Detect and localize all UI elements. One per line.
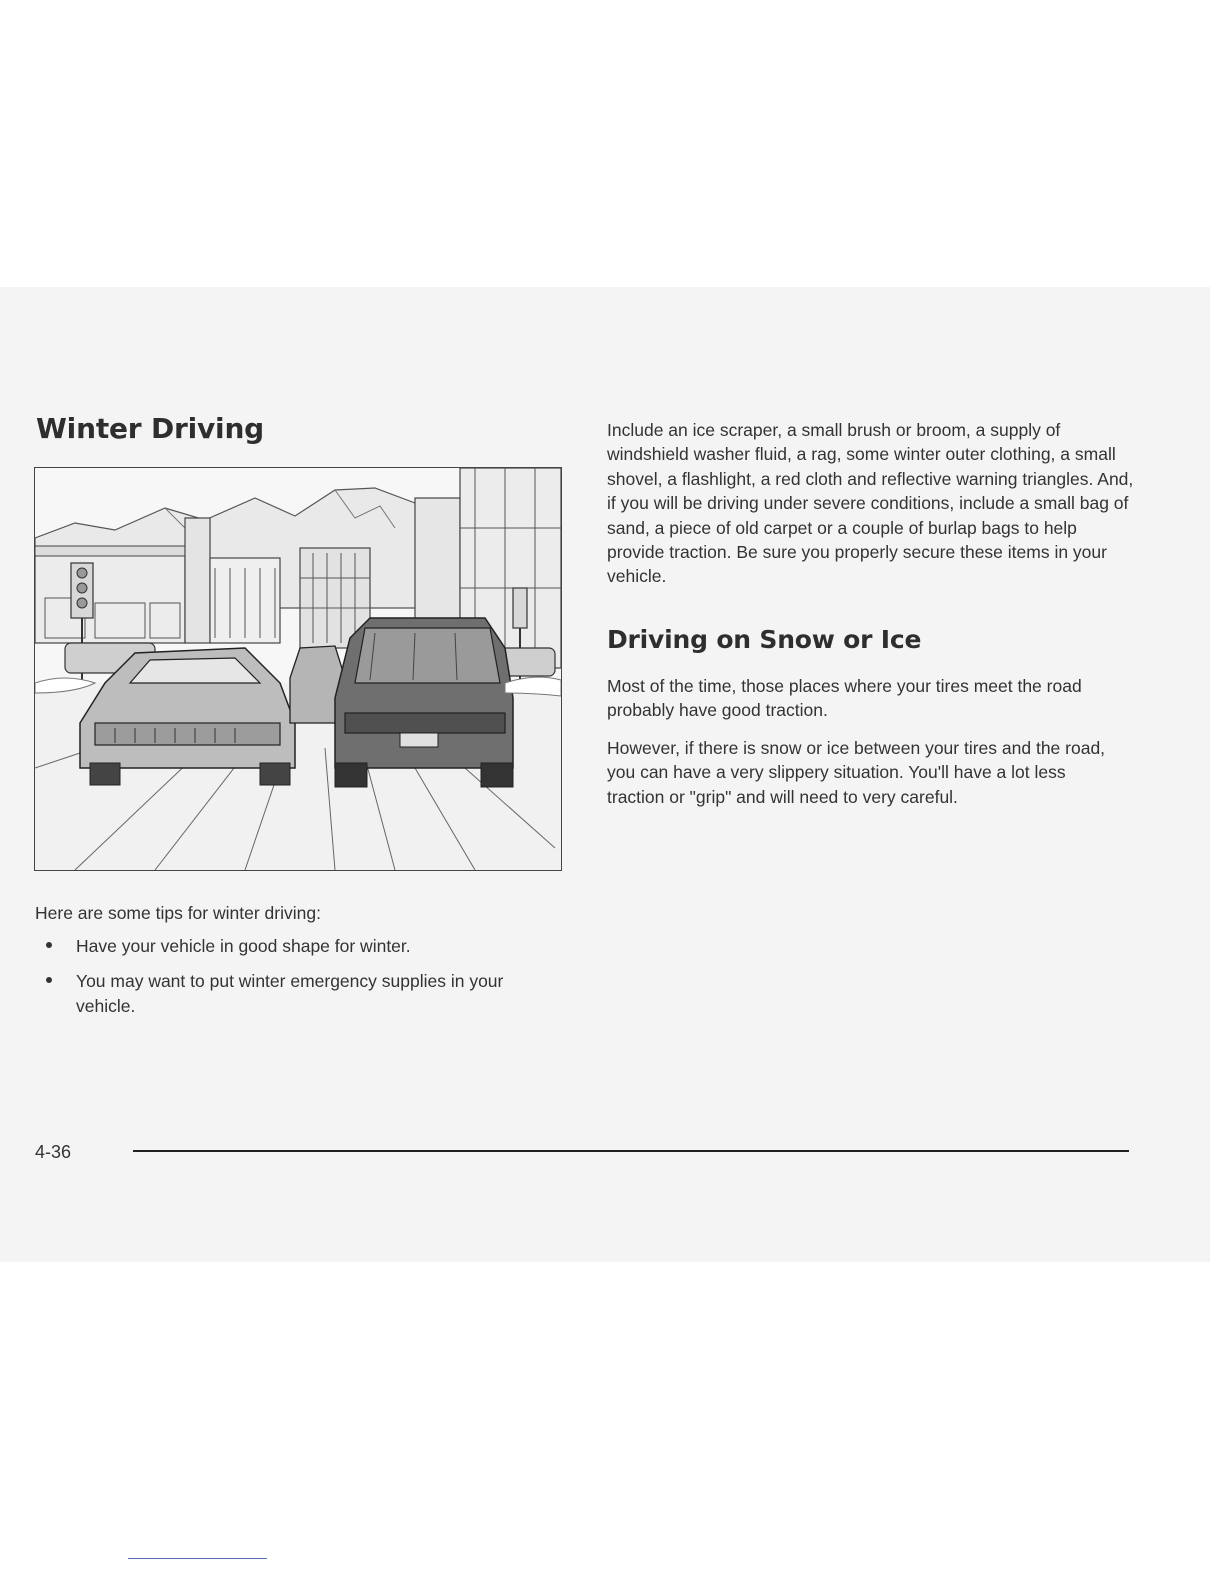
supplies-paragraph: Include an ice scraper, a small brush or broom, a supply of windshield washer fluid, a rag, some winter outer clothing, a small shovel, a flashlight, a red cloth and reflective warning triangles. And, if you will be driving under severe conditions, include a small bag of sand, a piece of old carpet or a couple of burlap bags to help provide traction. Be sure you properly secure these items in your vehicle. — [607, 420, 1134, 587]
footer-divider — [133, 1150, 1129, 1152]
tip-text: Have your vehicle in good shape for winter. — [76, 936, 411, 956]
section-heading-snow-ice: Driving on Snow or Ice — [607, 625, 922, 654]
bullet-icon — [46, 942, 52, 948]
list-item — [35, 934, 565, 958]
bottom-divider — [128, 1558, 267, 1559]
winter-tips-intro: Here are some tips for winter driving: — [35, 903, 321, 923]
list-item — [35, 969, 565, 1018]
winter-driving-illustration — [34, 467, 562, 871]
traction-paragraph: Most of the time, those places where your tires meet the road probably have good traction. — [607, 676, 1082, 721]
page-number: 4-36 — [35, 1142, 72, 1162]
winter-tips-list — [35, 934, 565, 1029]
section-heading-winter-driving: Winter Driving — [36, 412, 265, 445]
slippery-paragraph: However, if there is snow or ice between your tires and the road, you can have a very slippery situation. You'll have a lot less traction or "grip" and will need to very careful. — [607, 738, 1106, 807]
bullet-icon — [46, 977, 52, 983]
tip-text: You may want to put winter emergency supplies in your vehicle. — [76, 971, 504, 1016]
